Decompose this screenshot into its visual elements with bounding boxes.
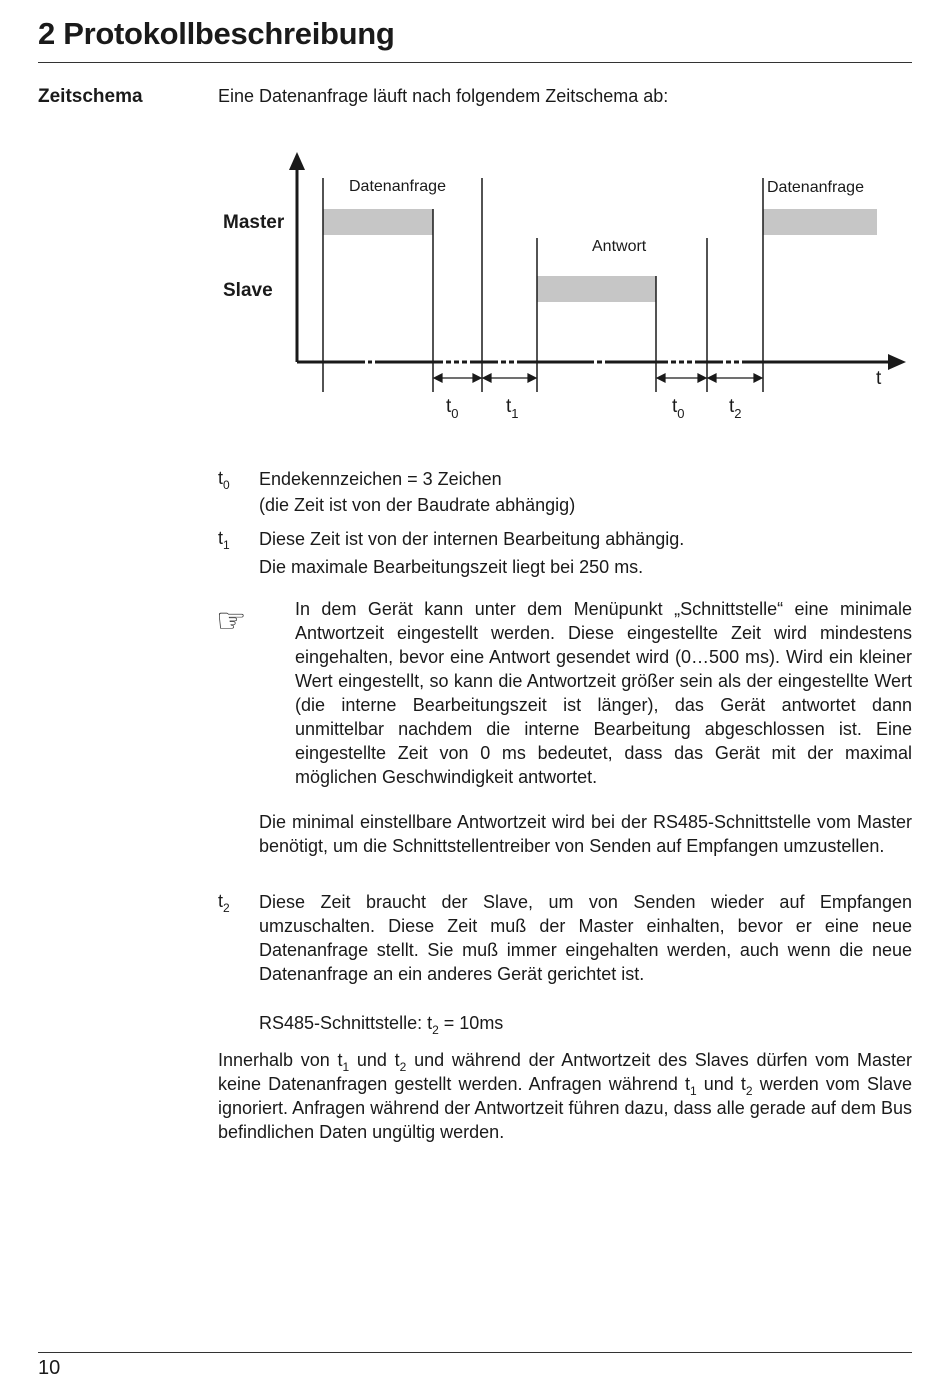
label-antwort: Antwort	[592, 238, 647, 255]
interval-labels	[446, 396, 742, 421]
label-datenanfrage-1: Datenanfrage	[349, 178, 446, 195]
header-rule	[38, 62, 912, 63]
rs485-note: Die minimal einstellbare Antwortzeit wird bei der RS485-Schnittstelle vom Master benötigt, um die Schnittstellentreiber von Senden auf Empfangen umzustellen.	[259, 812, 912, 856]
label-master: Master	[223, 212, 285, 233]
label-t2: $t_2$	[729, 396, 742, 421]
pointing-hand-icon: ☞	[216, 601, 247, 641]
y-axis-arrowhead	[289, 152, 305, 170]
t0-symbol: $t_0$	[218, 468, 230, 492]
master-bar-1	[323, 209, 433, 235]
chapter-title: 2 Protokollbeschreibung	[38, 16, 395, 51]
interval-arrows	[434, 374, 762, 382]
final-paragraph: Innerhalb von $t_1$ und $t_2$ und während der Antwortzeit des Slaves dürfen vom Master keine Datenanfragen gestellt werden. Anfragen während $t_1$ und $t_2$ werden vom Slave ignoriert. Anfragen während der Antwortzeit führen dazu, dass alle gerade auf dem Bus befindlichen Daten ungültig werden.	[218, 1050, 913, 1142]
t1-line-2: Die maximale Bearbeitungszeit liegt bei 250 ms.	[259, 557, 644, 577]
footer-rule	[38, 1352, 912, 1353]
t0-line-2: (die Zeit ist von der Baudrate abhängig)	[259, 495, 576, 515]
axis-label-t: t	[876, 368, 882, 389]
t1-symbol: $t_1$	[218, 528, 230, 552]
t2-symbol: $t_2$	[218, 891, 230, 915]
label-t0-second: $t_0$	[672, 396, 685, 421]
label-t0-first: $t_0$	[446, 396, 459, 421]
section-heading: Zeitschema	[38, 86, 143, 107]
t2-text: Diese Zeit braucht der Slave, um von Senden wieder auf Empfangen umzuschalten. Diese Zeit muß der Master einhalten, bevor er eine neue Datenanfrage stellt. Sie muß immer eingehalten werden, auch wenn die neue Datenanfrage an ein anderes Gerät gerichtet ist.	[259, 892, 912, 984]
t1-line-1: Diese Zeit ist von der internen Bearbeitung abhängig.	[259, 529, 685, 549]
master-bar-2	[763, 209, 877, 235]
note-text: In dem Gerät kann unter dem Menüpunkt „Schnittstelle“ eine minimale Antwortzeit eingestellt werden. Diese eingestellte Zeit wird mindestens eingehalten, bevor eine Antwort gesendet wird (0…500 ms). Wird ein kleiner Wert eingestellt, so kann die Antwortzeit größer sein als der eingestellte Wert (die interne Bearbeitungszeit ist länger), das Gerät antwortet dann unmittelbar nachdem die interne Bearbeitung abgeschlossen ist. Eine eingestellte Zeit von 0 ms bedeutet, dass das Gerät mit der maximal möglichen Geschwindigkeit antwortet.	[295, 599, 912, 787]
page-number: 10	[38, 1357, 61, 1379]
slave-bar	[537, 276, 656, 302]
label-slave: Slave	[223, 280, 273, 301]
x-axis-arrowhead	[888, 354, 906, 370]
timing-diagram	[210, 140, 920, 440]
t0-line-1: Endekennzeichen = 3 Zeichen	[259, 469, 502, 489]
label-datenanfrage-2: Datenanfrage	[767, 179, 864, 196]
rs485-t2-value: RS485-Schnittstelle: $t_2 = 10ms$	[259, 1013, 504, 1037]
intro-text: Eine Datenanfrage läuft nach folgendem Zeitschema ab:	[218, 86, 669, 106]
label-t1: $t_1$	[506, 396, 519, 421]
